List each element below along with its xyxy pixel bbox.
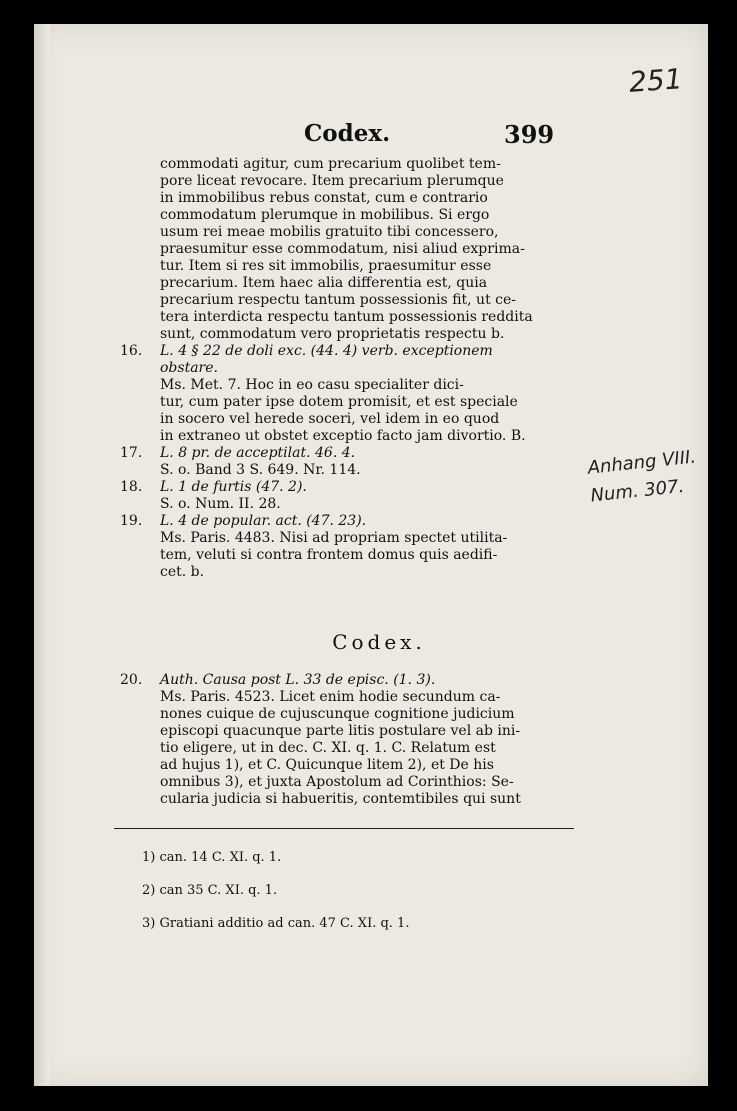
page-edge [34, 24, 50, 1086]
body-text-lower [120, 672, 576, 808]
handwritten-folio-number: 251 [627, 62, 684, 99]
body-text [120, 156, 576, 581]
text-line: in extraneo ut obstet exceptio facto jam divortio. B. [160, 428, 526, 444]
handwritten-margin-note [586, 443, 700, 510]
text-line: Ms. Met. 7. Hoc in eo casu specialiter dici- [160, 377, 464, 393]
page-number: 399 [504, 120, 555, 149]
footnote-divider [114, 828, 574, 829]
running-title: Codex. [304, 120, 391, 147]
text-line: Auth. Causa post L. 33 de episc. (1. 3). [160, 672, 436, 688]
text-line: L. 1 de furtis (47. 2). [160, 479, 307, 495]
text-line: praesumitur esse commodatum, nisi aliud exprima- [160, 241, 525, 257]
text-line: episcopi quacunque parte litis postulare vel ab ini- [160, 723, 521, 739]
entry-number: 19. [120, 513, 143, 529]
entry-number: 18. [120, 479, 143, 495]
text-line: sunt, commodatum vero proprietatis respectu b. [160, 326, 505, 342]
text-line: L. 4 § 22 de doli exc. (44. 4) verb. exceptionem [160, 343, 493, 359]
footnote: 1) can. 14 C. XI. q. 1. [142, 850, 282, 865]
text-line: Ms. Paris. 4483. Nisi ad propriam spectet utilita- [160, 530, 508, 546]
text-line: precarium respectu tantum possessionis fit, ut ce- [160, 292, 517, 308]
note-entry-17 [120, 445, 576, 479]
text-line: S. o. Num. II. 28. [160, 496, 281, 512]
continued-paragraph [160, 156, 576, 343]
note-entry-18 [120, 479, 576, 513]
text-line: ad hujus 1), et C. Quicunque litem 2), et De his [160, 757, 494, 773]
text-line: cularia judicia si habueritis, contemtibiles qui sunt [160, 791, 521, 807]
text-line: obstare. [160, 360, 218, 376]
text-line: omnibus 3), et juxta Apostolum ad Corinthios: Se- [160, 774, 514, 790]
note-entry-20 [120, 672, 576, 808]
text-line: Ms. Paris. 4523. Licet enim hodie secundum ca- [160, 689, 501, 705]
note-entry-19 [120, 513, 576, 581]
note-entry-16 [120, 343, 576, 445]
section-heading: Codex. [332, 630, 426, 654]
entry-number: 17. [120, 445, 143, 461]
text-line: commodatum plerumque in mobilibus. Si ergo [160, 207, 490, 223]
entry-number: 20. [120, 672, 143, 688]
text-line: L. 8 pr. de acceptilat. 46. 4. [160, 445, 356, 461]
text-line: in socero vel herede soceri, vel idem in eo quod [160, 411, 500, 427]
text-line: pore liceat revocare. Item precarium plerumque [160, 173, 504, 189]
text-line: cet. b. [160, 564, 205, 580]
text-line: tur. Item si res sit immobilis, praesumitur esse [160, 258, 492, 274]
text-line: S. o. Band 3 S. 649. Nr. 114. [160, 462, 361, 478]
footnotes [142, 848, 409, 947]
margin-note-line: Num. 307. [589, 475, 686, 507]
text-line: nones cuique de cujuscunque cognitione judicium [160, 706, 515, 722]
footnote: 3) Gratiani additio ad can. 47 C. XI. q. 1. [142, 916, 410, 931]
page-header [34, 120, 708, 150]
text-line: tio eligere, ut in dec. C. XI. q. 1. C. Relatum est [160, 740, 496, 756]
margin-note-line: Anhang VIII. [586, 446, 697, 479]
text-line: tera interdicta respectu tantum possessionis reddita [160, 309, 533, 325]
footnote: 2) can 35 C. XI. q. 1. [142, 883, 278, 898]
text-line: usum rei meae mobilis gratuito tibi concessero, [160, 224, 499, 240]
entry-number: 16. [120, 343, 143, 359]
text-line: in immobilibus rebus constat, cum e contrario [160, 190, 488, 206]
text-line: precarium. Item haec alia differentia est, quia [160, 275, 488, 291]
document-page [34, 24, 708, 1086]
text-line: L. 4 de popular. act. (47. 23). [160, 513, 367, 529]
text-line: tur, cum pater ipse dotem promisit, et est speciale [160, 394, 518, 410]
text-line: tem, veluti si contra frontem domus quis aedifi- [160, 547, 498, 563]
text-line: commodati agitur, cum precarium quolibet tem- [160, 156, 501, 172]
